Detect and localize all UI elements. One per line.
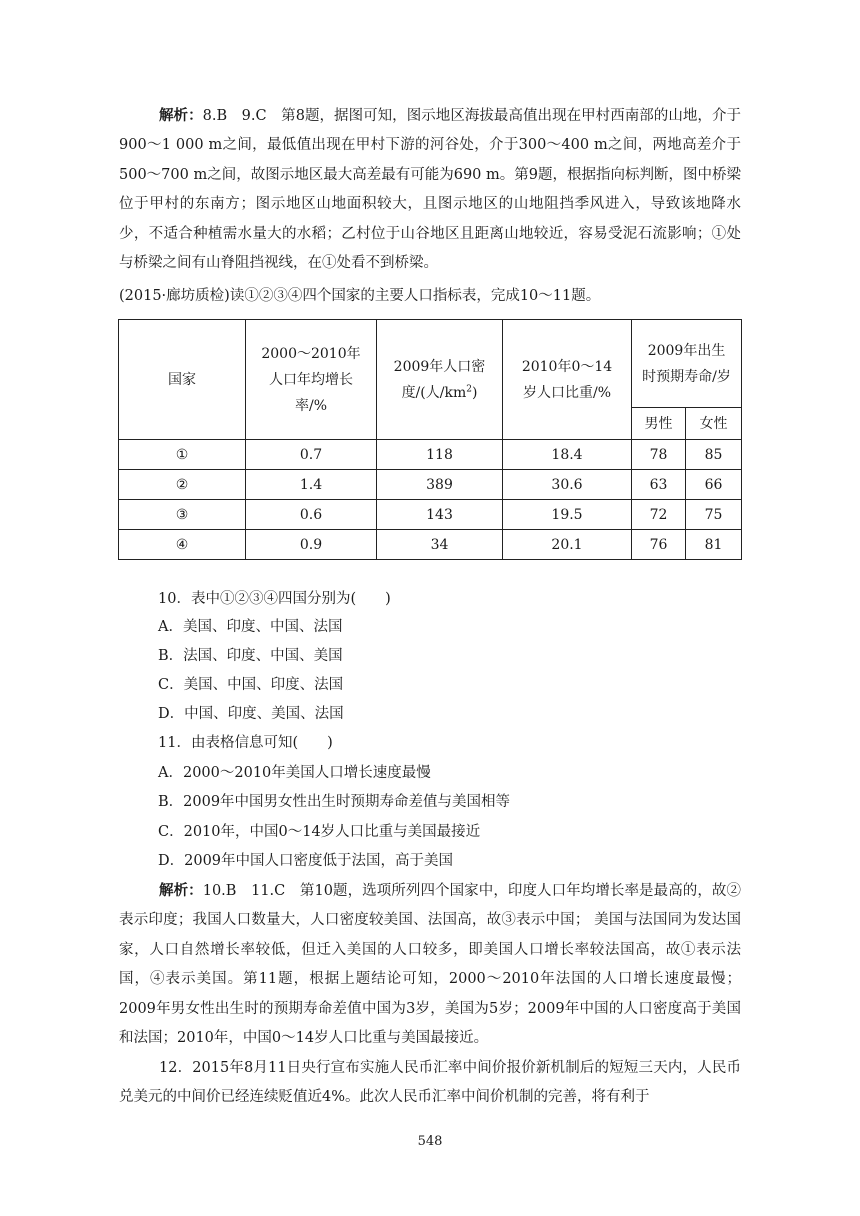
table-row [119,530,742,560]
question-10-option-d: D．中国、印度、美国、法国 [158,706,344,722]
intro-source: (2015·廊坊质检) [119,288,230,304]
analysis-label: 解析： [159,107,203,124]
table-row [119,470,742,500]
cell-male: 76 [632,530,686,560]
header-growth: 2000～2010年人口年均增长率/% [246,320,377,440]
analysis-text: 8.B 9.C 第8题，据图可知，图示地区海拔最高值出现在甲村西南部的山地，介于900～1 000 m之间，最低值出现在甲村下游的河谷处，介于300～400 m之间，两地高差介于500～700 m之间，故图示地区最大高差最有可能为690 m。第9题，根据指向标判断，图中桥梁位于甲村的东南方；图示地区山地面积较大，且图示地区的山地阻挡季风进入，导致该地降水少，不适合种植需水量大的水稻；乙村位于山谷地区且距离山地较近，容易受泥石流影响；①处与桥梁之间有山脊阻挡视线，在①处看不到桥梁。 [119,108,741,272]
header-male: 男性 [632,408,686,440]
cell-children: 30.6 [503,470,632,500]
analysis-10-11 [119,876,741,1053]
cell-female: 85 [686,440,742,470]
cell-children: 18.4 [503,440,632,470]
population-table [118,319,742,560]
analysis-8-9 [119,101,741,278]
question-10-option-a: A．美国、印度、中国、法国 [158,619,343,635]
cell-density: 143 [377,500,503,530]
cell-growth: 1.4 [246,470,377,500]
cell-female: 81 [686,530,742,560]
cell-country: ① [119,440,246,470]
cell-country: ④ [119,530,246,560]
cell-growth: 0.9 [246,530,377,560]
cell-male: 72 [632,500,686,530]
question-11-stem: 11．由表格信息可知( ) [158,735,333,751]
header-children: 2010年0～14岁人口比重/% [503,320,632,440]
cell-male: 63 [632,470,686,500]
cell-density: 118 [377,440,503,470]
cell-growth: 0.6 [246,500,377,530]
cell-female: 66 [686,470,742,500]
header-country: 国家 [119,320,246,440]
header-female: 女性 [686,408,742,440]
cell-density: 34 [377,530,503,560]
cell-children: 20.1 [503,530,632,560]
header-life: 2009年出生时预期寿命/岁 [632,320,742,408]
page-number: 548 [417,1134,443,1149]
question-10-option-b: B．法国、印度、中国、美国 [158,648,343,664]
analysis-label: 解析： [159,882,203,899]
question-10-stem: 10．表中①②③④四国分别为( ) [158,591,391,607]
table-row [119,500,742,530]
question-10-option-c: C．美国、中国、印度、法国 [158,677,344,693]
cell-country: ③ [119,500,246,530]
table-header-row [119,320,742,408]
cell-country: ② [119,470,246,500]
cell-children: 19.5 [503,500,632,530]
table-row [119,440,742,470]
question-12: 12．2015年8月11日央行宣布实施人民币汇率中间价报价新机制后的短短三天内，人民币兑美元的中间价已经连续贬值近4%。此次人民币汇率中间价机制的完善，将有利于 [119,1060,741,1106]
header-density: 2009年人口密度/(人$/km^2$) [377,320,503,440]
cell-density: 389 [377,470,503,500]
intro-text: 读①②③④四个国家的主要人口指标表，完成10～11题。 [229,288,601,304]
cell-male: 78 [632,440,686,470]
cell-growth: 0.7 [246,440,377,470]
question-11-option-d: D．2009年中国人口密度低于法国，高于美国 [158,853,454,869]
analysis-text: 10.B 11.C 第10题，选项所列四个国家中，印度人口年均增长率是最高的，故②表示印度；我国人口数量大，人口密度较美国、法国高，故③表示中国； 美国与法国同为发达国家，人口自然增长率较低，但迁入美国的人口较多，即美国人口增长率较法国高，故①表示法国，④表示美国。第11题，根据上题结论可知，2000～2010年法国的人口增长速度最慢；2009年男女性出生时的预期寿命差值中国为3岁，美国为5岁；2009年中国的人口密度高于美国和法国；2010年，中国0～14岁人口比重与美国最接近。 [119,883,742,1047]
question-intro [119,282,741,311]
cell-female: 75 [686,500,742,530]
question-11-option-c: C．2010年，中国0～14岁人口比重与美国最接近 [158,824,481,840]
question-11-option-a: A．2000～2010年美国人口增长速度最慢 [158,765,431,781]
question-11-option-b: B．2009年中国男女性出生时预期寿命差值与美国相等 [158,794,511,810]
